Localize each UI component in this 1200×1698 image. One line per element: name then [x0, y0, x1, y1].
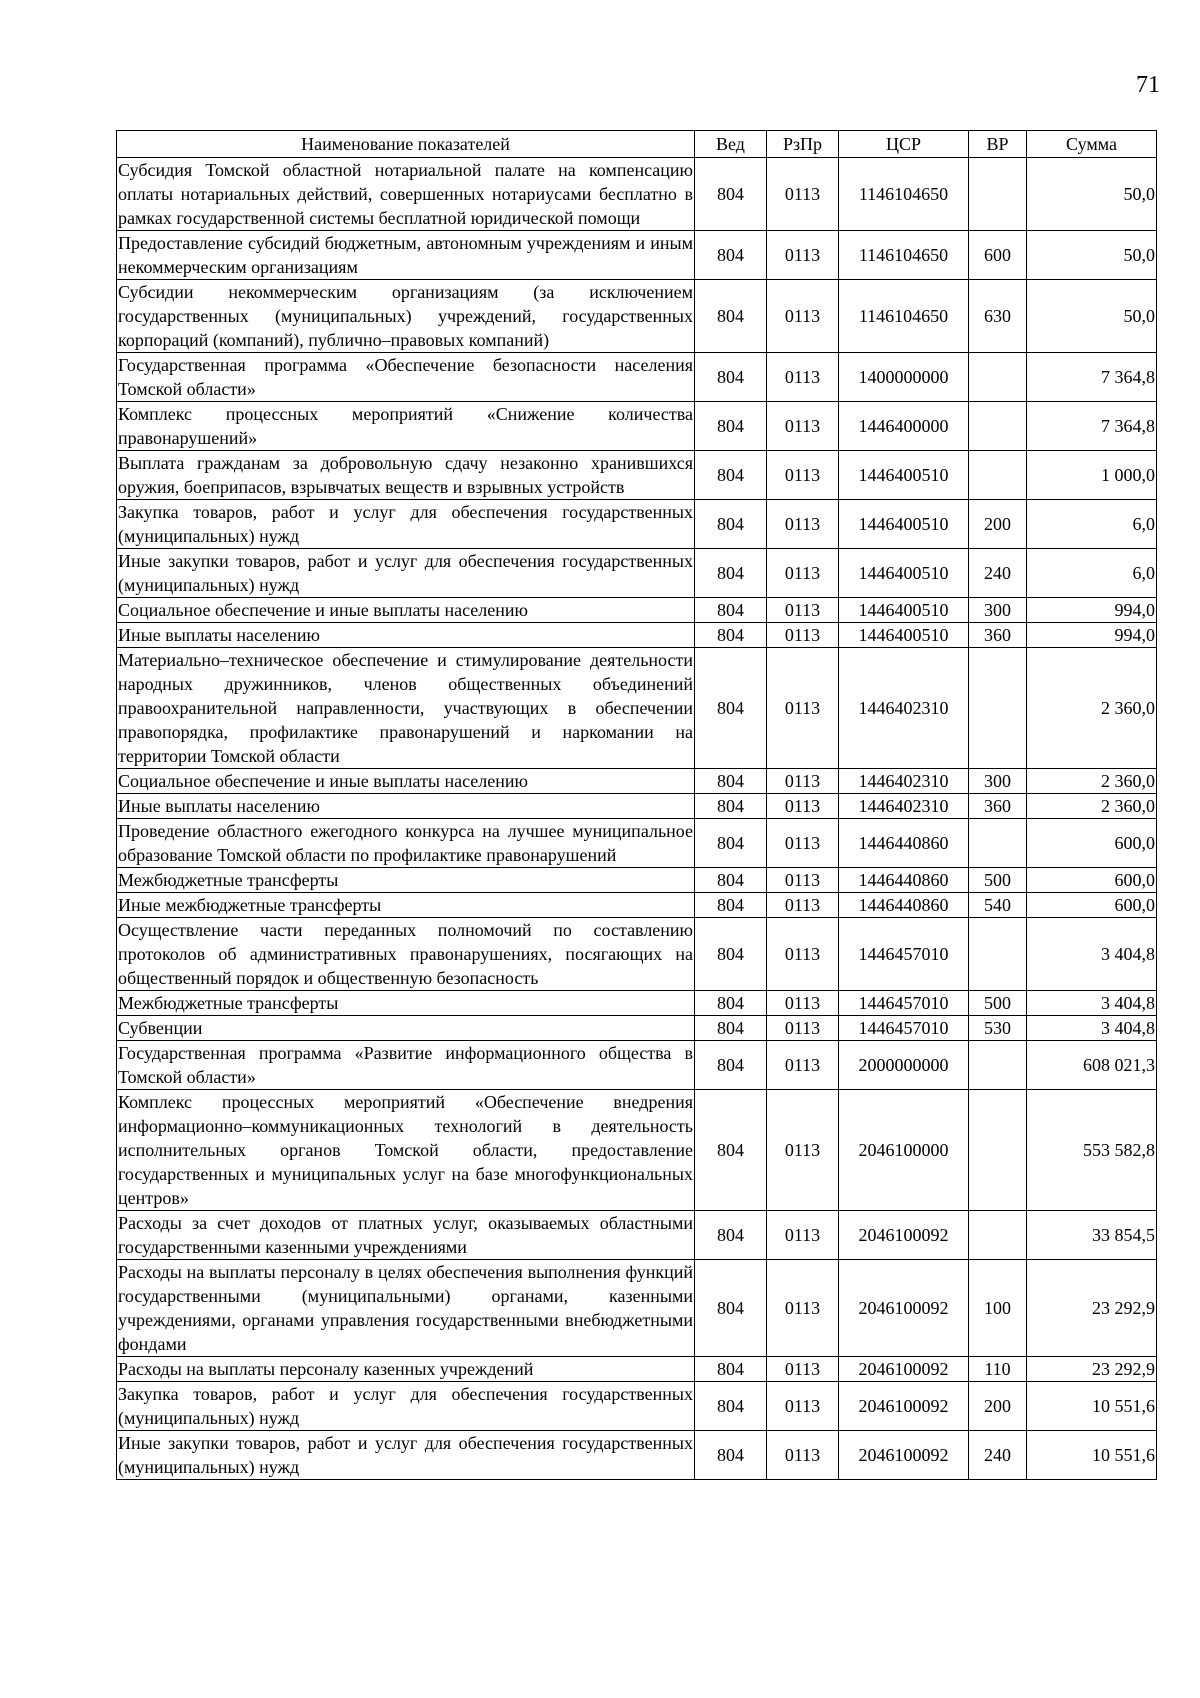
cell-name: Комплекс процессных мероприятий «Снижение количества правонарушений»	[117, 402, 695, 451]
cell-sum: 994,0	[1027, 623, 1157, 648]
cell-csr: 2046100092	[839, 1211, 969, 1260]
cell-sum: 3 404,8	[1027, 991, 1157, 1016]
cell-name: Социальное обеспечение и иные выплаты населению	[117, 598, 695, 623]
cell-rzpr: 0113	[767, 231, 839, 280]
cell-vr	[969, 353, 1027, 402]
cell-vr: 240	[969, 1431, 1027, 1480]
cell-sum: 994,0	[1027, 598, 1157, 623]
cell-csr: 1446402310	[839, 769, 969, 794]
cell-rzpr: 0113	[767, 1382, 839, 1431]
cell-name: Выплата гражданам за добровольную сдачу незаконно хранившихся оружия, боеприпасов, взрывчатых веществ и взрывных устройств	[117, 451, 695, 500]
cell-rzpr: 0113	[767, 1041, 839, 1090]
cell-name: Иные закупки товаров, работ и услуг для обеспечения государственных (муниципальных) нужд	[117, 1431, 695, 1480]
cell-rzpr: 0113	[767, 280, 839, 353]
cell-vr	[969, 918, 1027, 991]
cell-csr: 1446440860	[839, 819, 969, 868]
cell-rzpr: 0113	[767, 549, 839, 598]
cell-name: Социальное обеспечение и иные выплаты населению	[117, 769, 695, 794]
table-row	[117, 1431, 1157, 1480]
cell-sum: 6,0	[1027, 549, 1157, 598]
cell-name: Расходы за счет доходов от платных услуг, оказываемых областными государственными казенными учреждениями	[117, 1211, 695, 1260]
cell-csr: 1446400510	[839, 623, 969, 648]
table-row	[117, 231, 1157, 280]
cell-csr: 1446457010	[839, 991, 969, 1016]
cell-sum: 3 404,8	[1027, 918, 1157, 991]
cell-rzpr: 0113	[767, 598, 839, 623]
cell-name: Межбюджетные трансферты	[117, 991, 695, 1016]
cell-ved: 804	[695, 549, 767, 598]
cell-sum: 7 364,8	[1027, 353, 1157, 402]
cell-ved: 804	[695, 868, 767, 893]
cell-vr: 200	[969, 1382, 1027, 1431]
cell-csr: 1446400510	[839, 451, 969, 500]
cell-name: Субвенции	[117, 1016, 695, 1041]
cell-sum: 33 854,5	[1027, 1211, 1157, 1260]
header-rzpr: РзПр	[767, 131, 839, 158]
cell-name: Иные выплаты населению	[117, 623, 695, 648]
cell-csr: 1446440860	[839, 868, 969, 893]
cell-name: Комплекс процессных мероприятий «Обеспечение внедрения информационно–коммуникационных технологий в деятельность исполнительных органов Томской области, предоставление государственных и муниципальных услуг на базе многофункциональных центров»	[117, 1090, 695, 1211]
header-vr: ВР	[969, 131, 1027, 158]
cell-csr: 2046100092	[839, 1357, 969, 1382]
table-row	[117, 158, 1157, 231]
cell-ved: 804	[695, 769, 767, 794]
cell-csr: 1400000000	[839, 353, 969, 402]
table-row	[117, 794, 1157, 819]
table-row	[117, 402, 1157, 451]
cell-ved: 804	[695, 451, 767, 500]
cell-csr: 1446400000	[839, 402, 969, 451]
cell-vr: 240	[969, 549, 1027, 598]
table-row	[117, 819, 1157, 868]
cell-name: Иные выплаты населению	[117, 794, 695, 819]
header-csr: ЦСР	[839, 131, 969, 158]
cell-csr: 1446440860	[839, 893, 969, 918]
table-body	[117, 158, 1157, 1480]
cell-rzpr: 0113	[767, 868, 839, 893]
cell-rzpr: 0113	[767, 1357, 839, 1382]
cell-sum: 1 000,0	[1027, 451, 1157, 500]
cell-vr: 360	[969, 623, 1027, 648]
cell-csr: 1146104650	[839, 231, 969, 280]
cell-name: Субсидии некоммерческим организациям (за исключением государственных (муниципальных) учреждений, государственных корпораций (компаний), публично–правовых компаний)	[117, 280, 695, 353]
cell-rzpr: 0113	[767, 648, 839, 769]
cell-vr	[969, 1090, 1027, 1211]
cell-rzpr: 0113	[767, 1260, 839, 1357]
cell-sum: 50,0	[1027, 158, 1157, 231]
cell-sum: 2 360,0	[1027, 769, 1157, 794]
cell-sum: 3 404,8	[1027, 1016, 1157, 1041]
cell-name: Расходы на выплаты персоналу казенных учреждений	[117, 1357, 695, 1382]
cell-ved: 804	[695, 623, 767, 648]
cell-ved: 804	[695, 353, 767, 402]
cell-sum: 10 551,6	[1027, 1382, 1157, 1431]
cell-csr: 2046100092	[839, 1431, 969, 1480]
cell-ved: 804	[695, 1211, 767, 1260]
cell-csr: 1146104650	[839, 280, 969, 353]
cell-rzpr: 0113	[767, 819, 839, 868]
header-sum: Сумма	[1027, 131, 1157, 158]
cell-ved: 804	[695, 1041, 767, 1090]
table-row	[117, 623, 1157, 648]
cell-vr	[969, 1211, 1027, 1260]
cell-csr: 1446400510	[839, 549, 969, 598]
table-row	[117, 549, 1157, 598]
cell-vr: 530	[969, 1016, 1027, 1041]
cell-name: Осуществление части переданных полномочий по составлению протоколов об административных правонарушениях, посягающих на общественный порядок и общественную безопасность	[117, 918, 695, 991]
page-number: 71	[1136, 72, 1160, 98]
table-row	[117, 1382, 1157, 1431]
header-name: Наименование показателей	[117, 131, 695, 158]
cell-csr: 1146104650	[839, 158, 969, 231]
cell-sum: 553 582,8	[1027, 1090, 1157, 1211]
cell-csr: 2000000000	[839, 1041, 969, 1090]
cell-ved: 804	[695, 991, 767, 1016]
cell-vr: 100	[969, 1260, 1027, 1357]
cell-name: Закупка товаров, работ и услуг для обеспечения государственных (муниципальных) нужд	[117, 500, 695, 549]
table-row	[117, 893, 1157, 918]
cell-vr: 500	[969, 868, 1027, 893]
cell-name: Материально–техническое обеспечение и стимулирование деятельности народных дружинников, членов общественных объединений правоохранительной направленности, участвующих в обеспечении правопорядка, профилактике правонарушений и наркомании на территории Томской области	[117, 648, 695, 769]
cell-vr: 200	[969, 500, 1027, 549]
cell-rzpr: 0113	[767, 353, 839, 402]
cell-vr: 630	[969, 280, 1027, 353]
table-row	[117, 918, 1157, 991]
cell-vr	[969, 1041, 1027, 1090]
cell-vr: 600	[969, 231, 1027, 280]
header-ved: Вед	[695, 131, 767, 158]
cell-vr: 110	[969, 1357, 1027, 1382]
cell-ved: 804	[695, 1016, 767, 1041]
cell-csr: 2046100092	[839, 1382, 969, 1431]
cell-csr: 1446402310	[839, 794, 969, 819]
cell-vr	[969, 819, 1027, 868]
cell-rzpr: 0113	[767, 623, 839, 648]
cell-ved: 804	[695, 1431, 767, 1480]
cell-rzpr: 0113	[767, 500, 839, 549]
budget-table	[116, 130, 1157, 1480]
cell-vr	[969, 451, 1027, 500]
cell-rzpr: 0113	[767, 991, 839, 1016]
table-row	[117, 1260, 1157, 1357]
cell-ved: 804	[695, 598, 767, 623]
cell-sum: 23 292,9	[1027, 1260, 1157, 1357]
cell-ved: 804	[695, 794, 767, 819]
cell-rzpr: 0113	[767, 1211, 839, 1260]
cell-name: Субсидия Томской областной нотариальной палате на компенсацию оплаты нотариальных действий, совершенных нотариусами бесплатно в рамках государственной системы бесплатной юридической помощи	[117, 158, 695, 231]
cell-ved: 804	[695, 918, 767, 991]
table-row	[117, 353, 1157, 402]
cell-vr: 300	[969, 598, 1027, 623]
table-row	[117, 991, 1157, 1016]
cell-ved: 804	[695, 648, 767, 769]
table-row	[117, 648, 1157, 769]
cell-name: Иные закупки товаров, работ и услуг для обеспечения государственных (муниципальных) нужд	[117, 549, 695, 598]
table-row	[117, 451, 1157, 500]
cell-name: Проведение областного ежегодного конкурса на лучшее муниципальное образование Томской области по профилактике правонарушений	[117, 819, 695, 868]
cell-ved: 804	[695, 402, 767, 451]
cell-ved: 804	[695, 1382, 767, 1431]
cell-rzpr: 0113	[767, 1431, 839, 1480]
table-row	[117, 1041, 1157, 1090]
cell-ved: 804	[695, 1260, 767, 1357]
table-row	[117, 1090, 1157, 1211]
cell-name: Предоставление субсидий бюджетным, автономным учреждениям и иным некоммерческим организациям	[117, 231, 695, 280]
cell-sum: 2 360,0	[1027, 648, 1157, 769]
table-row	[117, 280, 1157, 353]
cell-sum: 23 292,9	[1027, 1357, 1157, 1382]
cell-name: Иные межбюджетные трансферты	[117, 893, 695, 918]
table-row	[117, 1016, 1157, 1041]
cell-ved: 804	[695, 893, 767, 918]
cell-csr: 1446457010	[839, 1016, 969, 1041]
cell-name: Расходы на выплаты персоналу в целях обеспечения выполнения функций государственными (муниципальными) органами, казенными учреждениями, органами управления государственными внебюджетными фондами	[117, 1260, 695, 1357]
cell-rzpr: 0113	[767, 1016, 839, 1041]
table-row	[117, 1357, 1157, 1382]
cell-sum: 50,0	[1027, 280, 1157, 353]
cell-vr	[969, 648, 1027, 769]
table-header-row	[117, 131, 1157, 158]
cell-sum: 600,0	[1027, 893, 1157, 918]
table-row	[117, 769, 1157, 794]
cell-rzpr: 0113	[767, 918, 839, 991]
cell-rzpr: 0113	[767, 402, 839, 451]
cell-sum: 7 364,8	[1027, 402, 1157, 451]
table-row	[117, 598, 1157, 623]
cell-rzpr: 0113	[767, 893, 839, 918]
cell-vr: 540	[969, 893, 1027, 918]
cell-sum: 2 360,0	[1027, 794, 1157, 819]
cell-sum: 600,0	[1027, 819, 1157, 868]
cell-name: Межбюджетные трансферты	[117, 868, 695, 893]
cell-csr: 1446457010	[839, 918, 969, 991]
cell-vr	[969, 158, 1027, 231]
table-row	[117, 868, 1157, 893]
cell-vr: 300	[969, 769, 1027, 794]
cell-csr: 2046100000	[839, 1090, 969, 1211]
cell-vr: 500	[969, 991, 1027, 1016]
cell-csr: 1446400510	[839, 598, 969, 623]
cell-rzpr: 0113	[767, 769, 839, 794]
cell-ved: 804	[695, 231, 767, 280]
cell-ved: 804	[695, 280, 767, 353]
cell-rzpr: 0113	[767, 794, 839, 819]
cell-csr: 1446400510	[839, 500, 969, 549]
cell-ved: 804	[695, 1090, 767, 1211]
table-row	[117, 1211, 1157, 1260]
cell-csr: 2046100092	[839, 1260, 969, 1357]
cell-rzpr: 0113	[767, 1090, 839, 1211]
cell-ved: 804	[695, 500, 767, 549]
cell-sum: 6,0	[1027, 500, 1157, 549]
cell-ved: 804	[695, 1357, 767, 1382]
cell-vr	[969, 402, 1027, 451]
cell-name: Закупка товаров, работ и услуг для обеспечения государственных (муниципальных) нужд	[117, 1382, 695, 1431]
cell-rzpr: 0113	[767, 158, 839, 231]
cell-vr: 360	[969, 794, 1027, 819]
cell-sum: 10 551,6	[1027, 1431, 1157, 1480]
cell-sum: 608 021,3	[1027, 1041, 1157, 1090]
cell-name: Государственная программа «Развитие информационного общества в Томской области»	[117, 1041, 695, 1090]
table-row	[117, 500, 1157, 549]
cell-name: Государственная программа «Обеспечение безопасности населения Томской области»	[117, 353, 695, 402]
cell-ved: 804	[695, 158, 767, 231]
cell-sum: 50,0	[1027, 231, 1157, 280]
cell-rzpr: 0113	[767, 451, 839, 500]
cell-ved: 804	[695, 819, 767, 868]
cell-sum: 600,0	[1027, 868, 1157, 893]
cell-csr: 1446402310	[839, 648, 969, 769]
